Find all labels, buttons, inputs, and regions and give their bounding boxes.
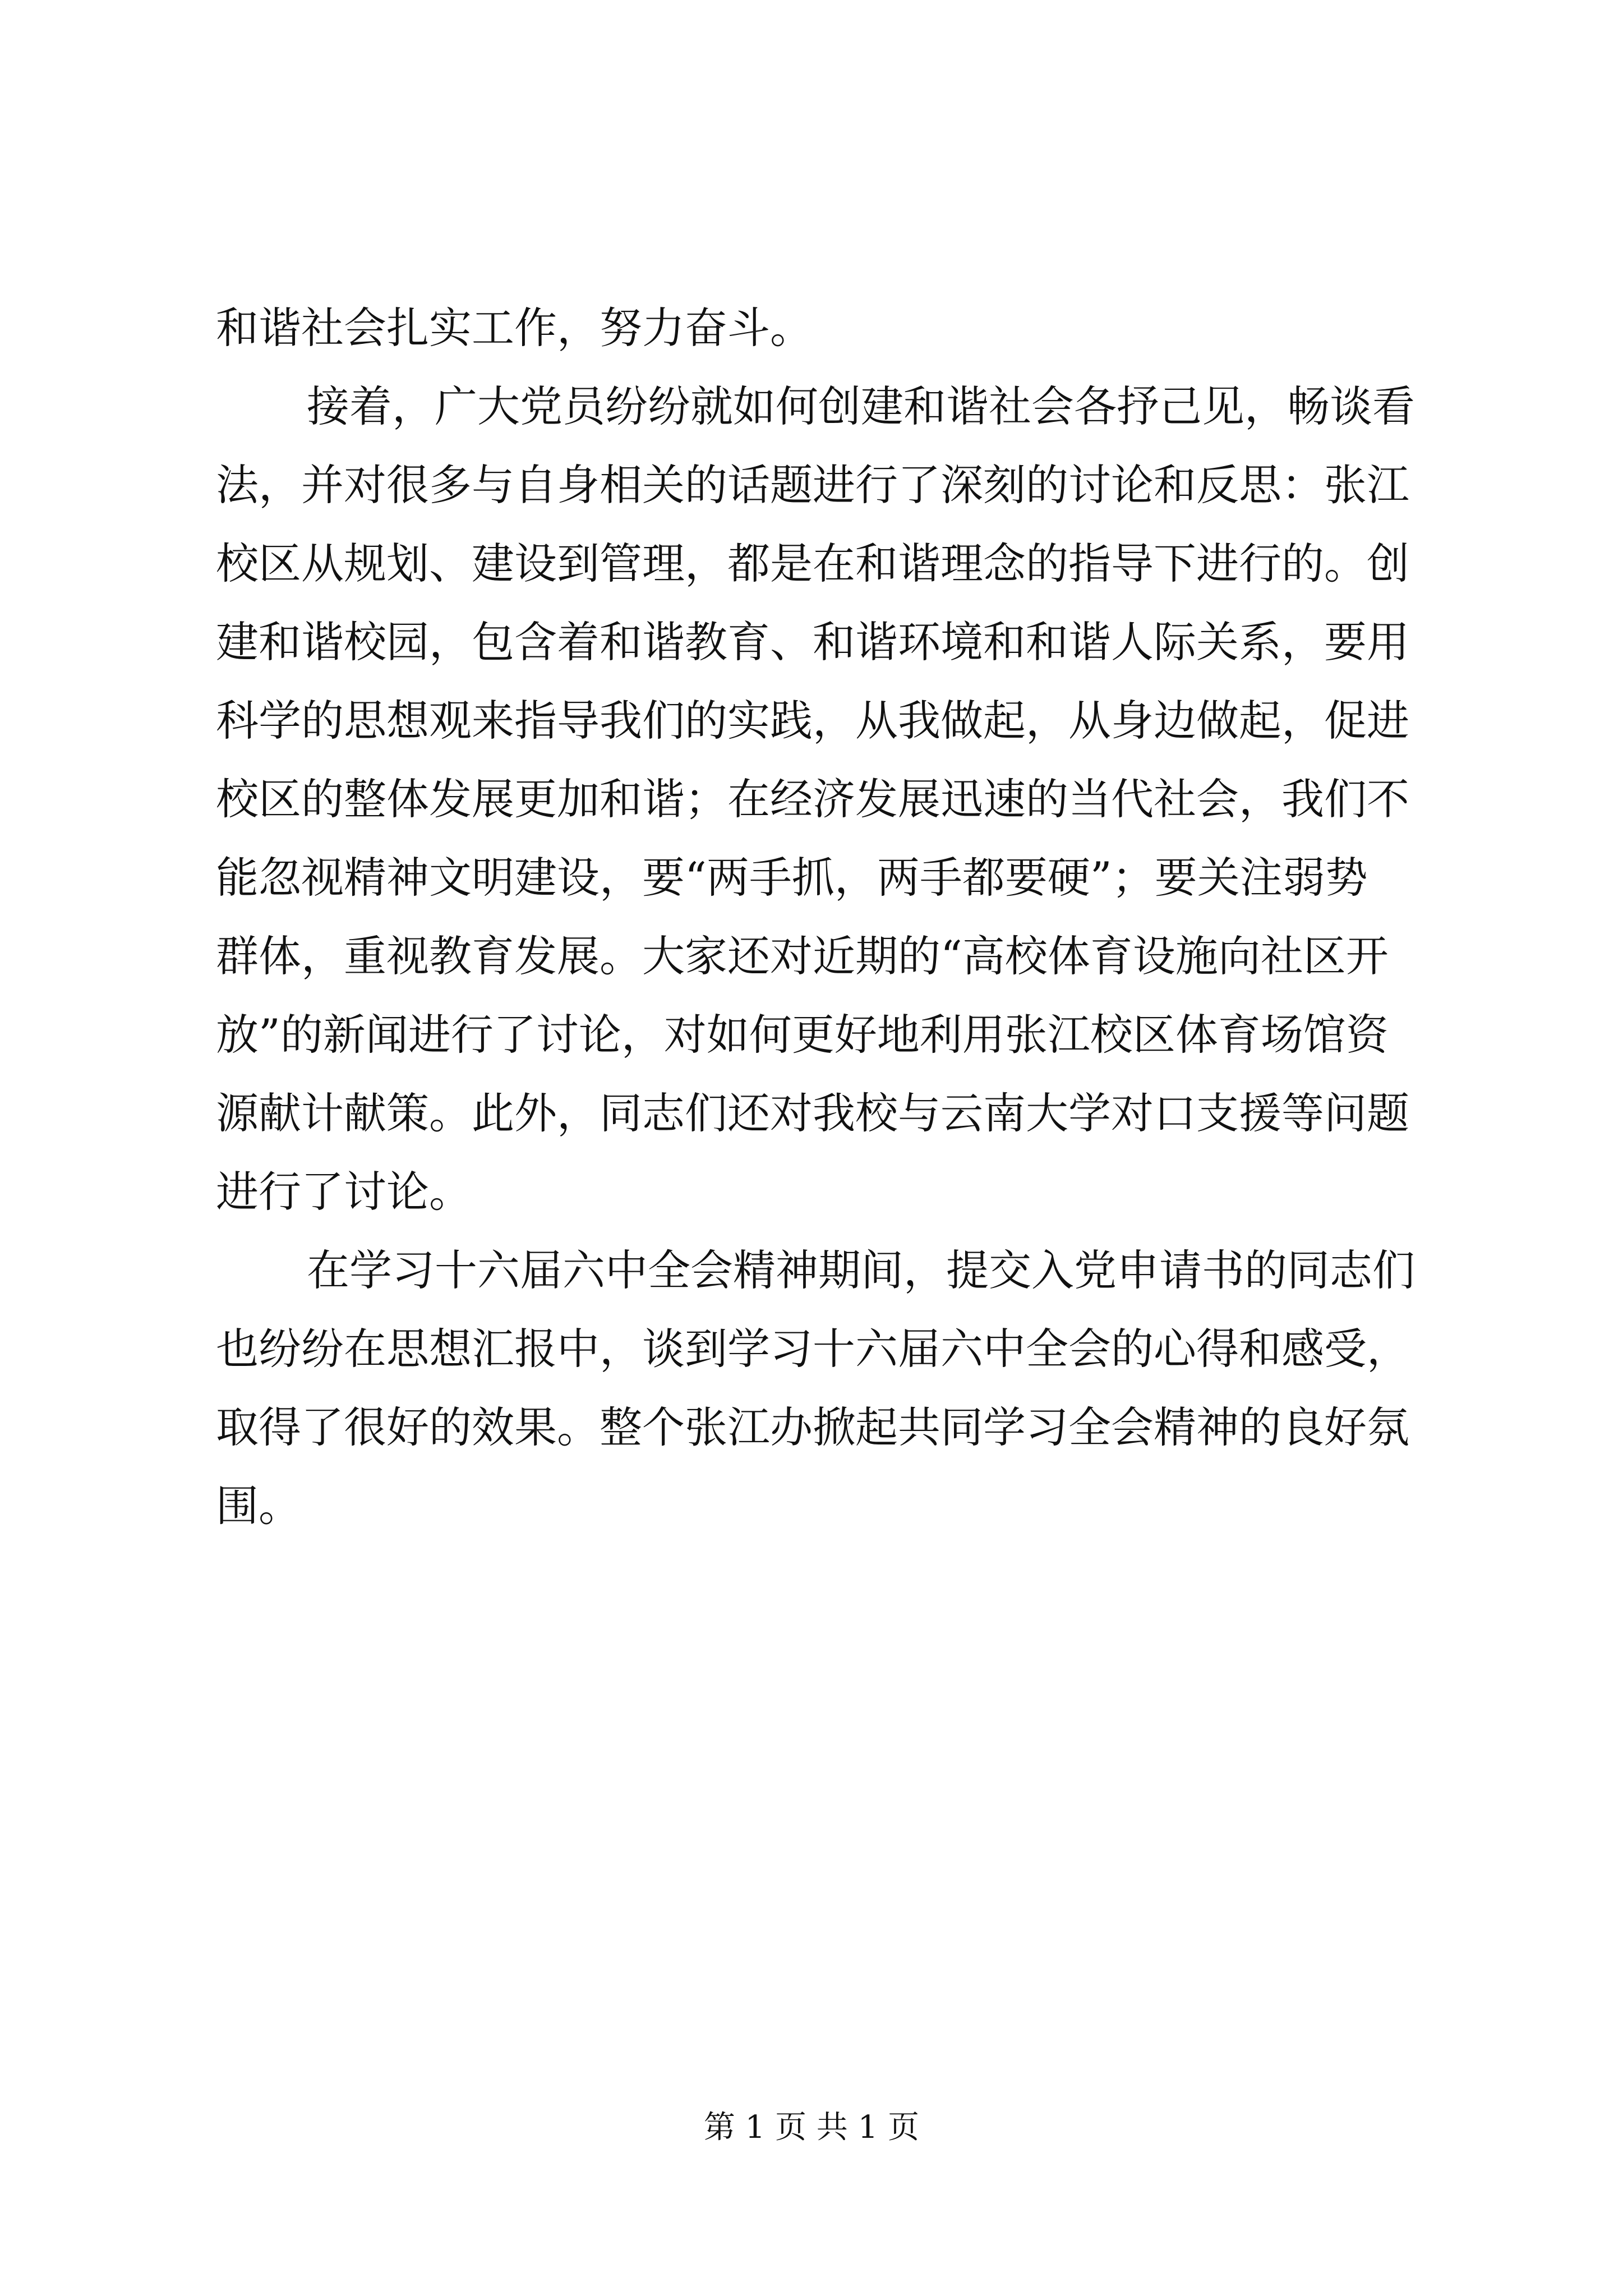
- text-line: 法，并对很多与自身相关的话题进行了深刻的讨论和反思：张江: [216, 460, 1409, 510]
- text-line: 科学的思想观来指导我们的实践，从我做起，从身边做起，促进: [216, 696, 1409, 746]
- text-line: 围。: [216, 1481, 301, 1531]
- text-line: 校区从规划、建设到管理，都是在和谐理念的指导下进行的。创: [216, 539, 1409, 588]
- paragraph-start-line: 接着，广大党员纷纷就如何创建和谐社会各抒己见，畅谈看: [307, 381, 1415, 431]
- text-line: 建和谐校园，包含着和谐教育、和谐环境和和谐人际关系，要用: [216, 617, 1409, 667]
- text-line: 源献计献策。此外，同志们还对我校与云南大学对口支援等问题: [216, 1088, 1409, 1138]
- document-body: [216, 289, 1416, 1545]
- paragraph-start-line: 在学习十六届六中全会精神期间，提交入党申请书的同志们: [307, 1245, 1415, 1295]
- page-footer: [0, 2108, 1623, 2147]
- text-line: 也纷纷在思想汇报中，谈到学习十六届六中全会的心得和感受，: [216, 1324, 1409, 1374]
- text-line: 群体，重视教育发展。大家还对近期的“高校体育设施向社区开: [216, 931, 1389, 981]
- text-line: 和谐社会扎实工作，努力奋斗。: [216, 303, 813, 353]
- text-line: 进行了讨论。: [216, 1167, 472, 1217]
- text-line: 能忽视精神文明建设，要“两手抓，两手都要硬”；要关注弱势: [216, 853, 1368, 903]
- text-line: 校区的整体发展更加和谐；在经济发展迅速的当代社会，我们不: [216, 774, 1409, 824]
- page-number-label: 第 1 页 共 1 页: [703, 2109, 920, 2146]
- text-line: 取得了很好的效果。整个张江办掀起共同学习全会精神的良好氛: [216, 1402, 1409, 1452]
- text-line: 放”的新闻进行了讨论，对如何更好地利用张江校区体育场馆资: [216, 1010, 1389, 1060]
